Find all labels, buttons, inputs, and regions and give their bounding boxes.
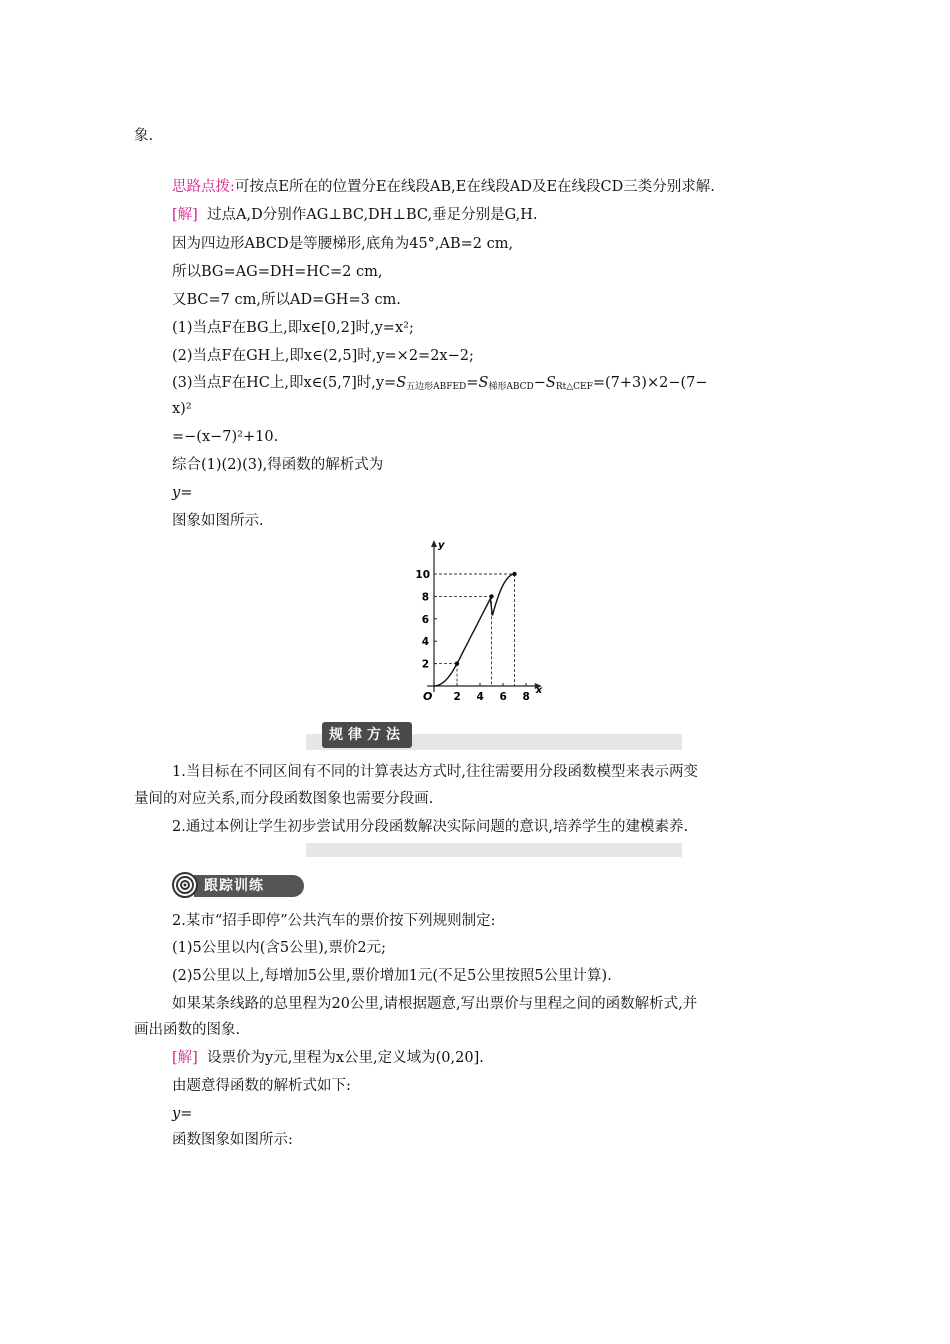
method-point-1b: 量间的对应关系,而分段函数图象也需要分段画. xyxy=(134,791,434,807)
solution-case-1: (1)当点F在BG上,即x∈[0,2]时,y=x²; xyxy=(172,320,414,336)
x-tick-label: 4 xyxy=(476,691,484,703)
y-tick-label: 4 xyxy=(421,636,430,649)
equals-sign: = xyxy=(466,375,479,391)
solution-graph-note: 图象如图所示. xyxy=(172,513,264,529)
x-tick-label: 2 xyxy=(453,691,461,703)
target-icon xyxy=(172,872,198,898)
training-question-2: (1)5公里以内(含5公里),票价2元; xyxy=(172,940,387,956)
case-3-head: (3)当点F在HC上,即x∈(5,7]时,y= xyxy=(172,375,397,391)
solution-line-2: 因为四边形ABCD是等腰梯形,底角为45°,AB=2 cm, xyxy=(172,236,514,252)
area-symbol-2: S xyxy=(478,375,489,391)
marked-point xyxy=(512,572,516,576)
x-tick-label: 8 xyxy=(522,691,530,703)
training-solution-y: y= xyxy=(172,1106,193,1122)
solution-line-3: 所以BG=AG=DH=HC=2 cm, xyxy=(172,264,383,280)
training-question-4a: 如果某条线路的总里程为20公里,请根据题意,写出票价与里程之间的函数解析式,并 xyxy=(172,996,698,1012)
origin-label: O xyxy=(423,690,433,703)
y-axis-arrow xyxy=(431,540,437,547)
training-solution-1 xyxy=(172,1048,484,1068)
minus-sign: − xyxy=(533,375,546,391)
training-solution-tag: [解] xyxy=(172,1050,198,1066)
training-solution-text-1: 设票价为y元,里程为x公里,定义域为(0,20]. xyxy=(207,1050,484,1066)
y-tick-label: 10 xyxy=(415,569,431,581)
method-end-bar xyxy=(306,843,682,857)
training-question-3: (2)5公里以上,每增加5公里,票价增加1元(不足5公里按照5公里计算). xyxy=(172,968,612,984)
training-question-4b: 画出函数的图象. xyxy=(134,1022,241,1038)
area-sub-2: 梯形ABCD xyxy=(488,382,534,392)
solution-line-result: =−(x−7)²+10. xyxy=(172,429,279,445)
hint-line xyxy=(172,177,715,197)
solution-case-3-cont: x)² xyxy=(172,401,192,417)
marked-point xyxy=(455,661,459,665)
solution-text-1: 过点A,D分别作AG⊥BC,DH⊥BC,垂足分别是G,H. xyxy=(207,207,538,223)
solution-tag: [解] xyxy=(172,207,198,223)
x-axis-label: x xyxy=(535,685,543,696)
training-solution-4: 函数图象如图所示: xyxy=(172,1132,293,1148)
case-3-tail: =(7+3)×2−(7− xyxy=(592,375,708,391)
training-title: 跟踪训练 xyxy=(194,875,304,897)
area-sub-3: Rt△CEF xyxy=(555,382,593,392)
hint-label: 思路点拨: xyxy=(172,179,235,195)
solution-line-1 xyxy=(172,205,538,225)
solution-case-2: (2)当点F在GH上,即x∈(2,5]时,y=×2=2x−2; xyxy=(172,348,474,364)
y-tick-label: 8 xyxy=(421,591,430,604)
training-solution-2: 由题意得函数的解析式如下: xyxy=(172,1078,351,1094)
y-tick-label: 2 xyxy=(421,658,430,671)
function-curve xyxy=(434,574,515,686)
solution-line-4: 又BC=7 cm,所以AD=GH=3 cm. xyxy=(172,292,401,308)
method-point-1a: 1.当目标在不同区间有不同的计算表达方式时,往往需要用分段函数模型来表示两变 xyxy=(172,764,698,780)
solution-summary: 综合(1)(2)(3),得函数的解析式为 xyxy=(172,457,384,473)
method-title: 规律方法 xyxy=(322,722,412,748)
x-tick-label: 6 xyxy=(499,691,507,703)
area-symbol-1: S xyxy=(396,375,407,391)
solution-y-equals: y= xyxy=(172,485,193,501)
training-question-1: 2.某市“招手即停”公共汽车的票价按下列规则制定: xyxy=(172,913,496,929)
marked-point xyxy=(489,594,493,598)
y-axis-label: y xyxy=(438,540,445,551)
piecewise-function-chart xyxy=(408,538,588,708)
solution-case-3 xyxy=(172,373,708,397)
method-point-2: 2.通过本例让学生初步尝试用分段函数解决实际问题的意识,培养学生的建模素养. xyxy=(172,819,689,835)
text-fragment-top: 象. xyxy=(134,128,154,144)
hint-text: 可按点E所在的位置分E在线段AB,E在线段AD及E在线段CD三类分别求解. xyxy=(234,179,715,195)
y-tick-label: 6 xyxy=(421,613,430,626)
area-sub-1: 五边形ABFED xyxy=(406,382,467,392)
area-symbol-3: S xyxy=(545,375,556,391)
